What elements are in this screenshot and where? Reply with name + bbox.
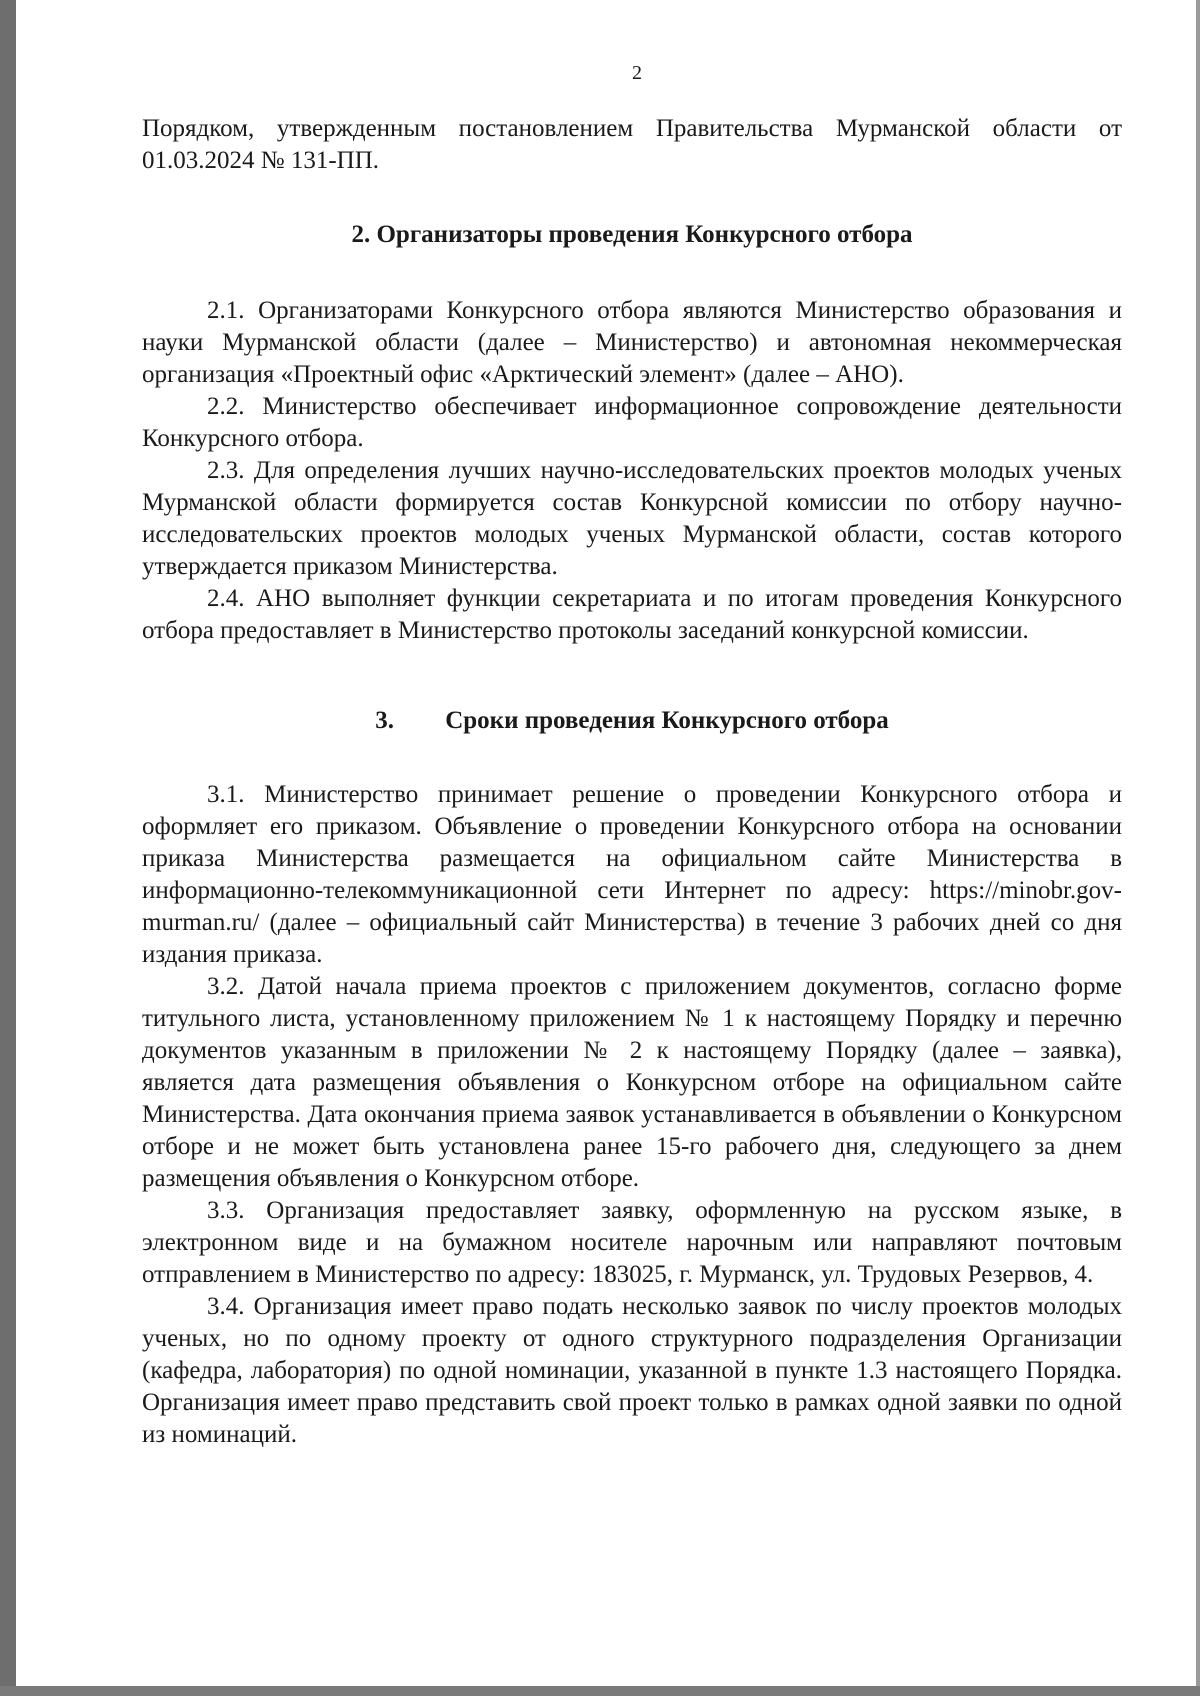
section-2-title: 2. Организаторы проведения Конкурсного отбора	[351, 221, 913, 248]
section-3-title-text: Сроки проведения Конкурсного отбора	[445, 707, 889, 734]
scan-edge-right	[1196, 0, 1200, 1696]
section-3-title	[142, 705, 1122, 737]
clause-2-4: 2.4. АНО выполняет функции секретариата и по итогам проведения Конкурсного отбора предоставляет в Министерство протоколы заседаний конкурсной комиссии.	[142, 585, 1122, 644]
clause-2-2: 2.2. Министерство обеспечивает информационное сопровождение деятельности Конкурсного отбора.	[142, 393, 1122, 452]
clause-2-3: 2.3. Для определения лучших научно-исследовательских проектов молодых ученых Мурманской области формируется состав Конкурсной комиссии по отбору научно-исследовательских проектов молодых ученых Мурманской области, состав которого утверждается приказом Министерства.	[142, 457, 1122, 580]
intro-paragraph: Порядком, утвержденным постановлением Правительства Мурманской области от 01.03.2024 № 131-ПП.	[142, 115, 1122, 174]
section-3-number: 3.	[375, 707, 394, 734]
clause-3-4: 3.4. Организация имеет право подать несколько заявок по числу проектов молодых ученых, но по одному проекту от одного структурного подразделения Организации (кафедра, лаборатория) по одной номинации, указанной в пункте 1.3 настоящего Порядка. Организация имеет право представить свой проект только в рамках одной заявки по одной из номинаций.	[142, 1293, 1122, 1448]
scan-edge-left	[0, 0, 16, 1696]
document-page	[142, 62, 1122, 1451]
scan-edge-bottom	[0, 1686, 1200, 1696]
clause-2-1: 2.1. Организаторами Конкурсного отбора являются Министерство образования и науки Мурманской области (далее – Министерство) и автономная некоммерческая организация «Проектный офис «Арктический элемент» (далее – АНО).	[142, 297, 1122, 388]
clause-3-1: 3.1. Министерство принимает решение о проведении Конкурсного отбора и оформляет его приказом. Объявление о проведении Конкурсного отбора на основании приказа Министерства размещается на официальном сайте Министерства в информационно-телекоммуникационной сети Интернет по адресу: https://minobr.gov-murman.ru/ (далее – официальный сайт Министерства) в течение 3 рабочих дней со дня издания приказа.	[142, 781, 1122, 968]
clause-3-2: 3.2. Датой начала приема проектов с приложением документов, согласно форме титульного листа, установленному приложением № 1 к настоящему Порядку и перечню документов указанным в приложении № 2 к настоящему Порядку (далее – заявка), является дата размещения объявления о Конкурсном отборе на официальном сайте Министерства. Дата окончания приема заявок устанавливается в объявлении о Конкурсном отборе и не может быть установлена ранее 15-го рабочего дня, следующего за днем размещения объявления о Конкурсном отборе.	[142, 973, 1122, 1192]
page-number: 2	[632, 62, 642, 84]
clause-3-3: 3.3. Организация предоставляет заявку, оформленную на русском языке, в электронном виде и на бумажном носителе нарочным или направляют почтовым отправлением в Министерство по адресу: 183025, г. Мурманск, ул. Трудовых Резервов, 4.	[142, 1197, 1122, 1288]
